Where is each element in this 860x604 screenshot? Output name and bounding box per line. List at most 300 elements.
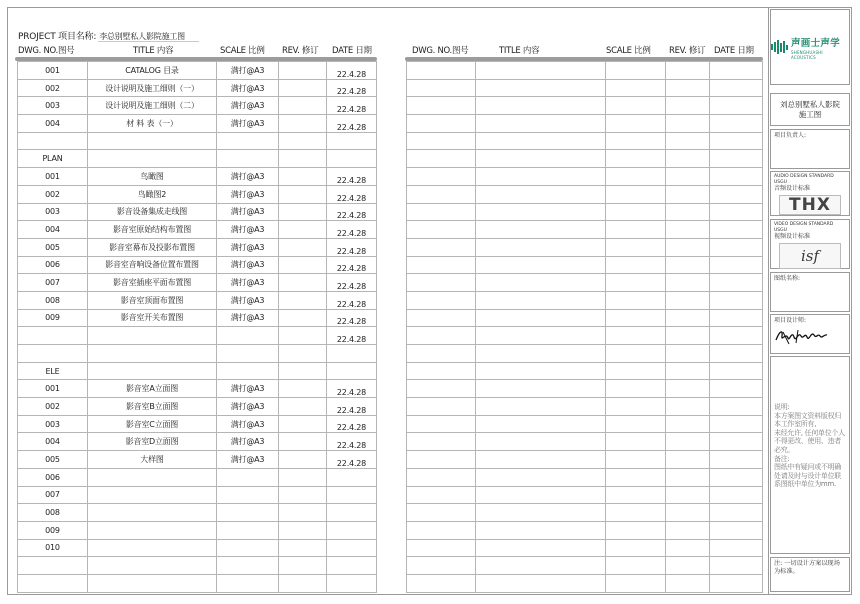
- catalog-table-left: [17, 61, 377, 593]
- cell-date: [710, 574, 763, 592]
- cell-date: 22.4.28: [327, 185, 377, 203]
- cell-scale: [606, 274, 666, 292]
- cell-scale: [606, 291, 666, 309]
- cell-scale: [217, 539, 279, 557]
- cell-no: [407, 504, 476, 522]
- cell-no: [407, 557, 476, 575]
- cell-scale: [606, 574, 666, 592]
- cell-scale: [606, 415, 666, 433]
- cell-title: 影音室插座平面布置图: [88, 274, 217, 292]
- table-row: [407, 468, 763, 486]
- table-row: [407, 115, 763, 133]
- table-row: [407, 256, 763, 274]
- cell-rev: [279, 468, 327, 486]
- project-name-box: [770, 93, 850, 126]
- header-dwg-no-left: DWG. NO.图号: [18, 46, 75, 56]
- cell-rev: [279, 203, 327, 221]
- cell-rev: [666, 79, 710, 97]
- cell-date: [710, 362, 763, 380]
- logo-subtext: SHENGHUASHI ACOUSTICS: [791, 49, 823, 60]
- table-row: [18, 62, 377, 80]
- cell-date: 22.4.28: [327, 256, 377, 274]
- cell-rev: [666, 574, 710, 592]
- cell-scale: 满打@A3: [217, 291, 279, 309]
- cell-no: 004: [18, 115, 88, 133]
- header-dwg-no-right: DWG. NO.图号: [412, 46, 469, 56]
- cell-title: [476, 574, 606, 592]
- cell-scale: 满打@A3: [217, 451, 279, 469]
- cell-scale: 满打@A3: [217, 62, 279, 80]
- cell-scale: 满打@A3: [217, 79, 279, 97]
- cell-scale: [217, 574, 279, 592]
- drawing-name-label: 图纸名称:: [774, 275, 801, 282]
- cell-date: [710, 291, 763, 309]
- cell-date: [327, 132, 377, 150]
- cell-rev: [666, 115, 710, 133]
- cell-title: [476, 486, 606, 504]
- table-row: [407, 238, 763, 256]
- cell-scale: 满打@A3: [217, 168, 279, 186]
- cell-title: [88, 521, 217, 539]
- cell-date: [710, 309, 763, 327]
- project-lead-label: 项目负责人:: [774, 132, 807, 139]
- table-row: [18, 291, 377, 309]
- audio-standard-label-cn: 音频设计标准: [774, 185, 811, 192]
- cell-title: 影音设备集成走线图: [88, 203, 217, 221]
- table-row: [18, 309, 377, 327]
- cell-title: 鸟瞰图2: [88, 185, 217, 203]
- cell-title: [476, 132, 606, 150]
- header-title-left: TITLE 内容: [133, 46, 174, 56]
- footer-note: 注: 一切设计方案以现场为标准。: [774, 560, 840, 575]
- cell-title: [88, 327, 217, 345]
- cell-title: [476, 327, 606, 345]
- cell-scale: [606, 115, 666, 133]
- cell-rev: [666, 309, 710, 327]
- project-name: 李总别墅私人影院施工图: [98, 32, 199, 42]
- cell-scale: [606, 433, 666, 451]
- cell-date: [327, 362, 377, 380]
- cell-no: PLAN: [18, 150, 88, 168]
- cell-rev: [666, 150, 710, 168]
- designer-signature: [774, 326, 830, 346]
- cell-title: [476, 309, 606, 327]
- cell-date: 22.4.28: [327, 238, 377, 256]
- cell-date: [710, 62, 763, 80]
- project-line: [18, 29, 199, 42]
- cell-title: [476, 539, 606, 557]
- cell-no: [407, 274, 476, 292]
- cell-scale: [217, 362, 279, 380]
- cell-rev: [279, 362, 327, 380]
- isf-mark: isf: [800, 247, 820, 265]
- cell-no: [18, 327, 88, 345]
- cell-scale: [606, 97, 666, 115]
- cell-date: [710, 274, 763, 292]
- cell-no: 003: [18, 415, 88, 433]
- cell-date: [710, 132, 763, 150]
- table-row: [18, 256, 377, 274]
- cell-no: [407, 433, 476, 451]
- cell-date: [710, 256, 763, 274]
- cell-rev: [666, 557, 710, 575]
- cell-scale: [606, 380, 666, 398]
- table-row: [18, 168, 377, 186]
- cell-rev: [279, 327, 327, 345]
- cell-title: [476, 168, 606, 186]
- cell-scale: [217, 557, 279, 575]
- cell-title: [88, 150, 217, 168]
- cell-rev: [666, 504, 710, 522]
- cell-date: [710, 486, 763, 504]
- cell-title: 设计说明及施工细则（二）: [88, 97, 217, 115]
- cell-title: [476, 345, 606, 363]
- cell-title: [88, 345, 217, 363]
- cell-no: 010: [18, 539, 88, 557]
- cell-title: [88, 574, 217, 592]
- table-row: [18, 539, 377, 557]
- cell-scale: 满打@A3: [217, 238, 279, 256]
- cell-rev: [666, 274, 710, 292]
- cell-scale: 满打@A3: [217, 203, 279, 221]
- cell-no: [407, 79, 476, 97]
- cell-date: 22.4.28: [327, 380, 377, 398]
- cell-rev: [279, 221, 327, 239]
- cell-no: 001: [18, 380, 88, 398]
- cell-no: 005: [18, 451, 88, 469]
- cell-rev: [666, 203, 710, 221]
- table-row: [407, 486, 763, 504]
- cell-date: 22.4.28: [327, 327, 377, 345]
- notes-text: 说明: 本方案图文资料版权归本工作室所有, 未经允许, 任何单位个人不得更改、使用、违者必究。 备注: 图纸中有疑问或不明确处请及时与设计单位联系图纸中单位为mm.: [774, 403, 845, 489]
- cell-title: 影音室顶面布置图: [88, 291, 217, 309]
- cell-no: 005: [18, 238, 88, 256]
- cell-date: 22.4.28: [327, 415, 377, 433]
- cell-no: [407, 168, 476, 186]
- cell-no: 003: [18, 203, 88, 221]
- video-standard-box: [770, 219, 850, 269]
- table-row: [407, 62, 763, 80]
- cell-rev: [279, 256, 327, 274]
- cell-no: [407, 345, 476, 363]
- cell-rev: [279, 309, 327, 327]
- cell-rev: [666, 345, 710, 363]
- cell-title: [88, 504, 217, 522]
- notes-box: [770, 356, 850, 554]
- cell-date: [710, 345, 763, 363]
- cell-date: [710, 433, 763, 451]
- cell-rev: [279, 521, 327, 539]
- table-row: [18, 468, 377, 486]
- cell-rev: [279, 274, 327, 292]
- cell-no: [407, 521, 476, 539]
- video-standard-label-en: VIDEO DESIGN STANDARD USGU: [774, 222, 834, 233]
- cell-rev: [666, 221, 710, 239]
- cell-rev: [666, 168, 710, 186]
- cell-title: 影音室C立面图: [88, 415, 217, 433]
- cell-scale: [606, 451, 666, 469]
- cell-no: [407, 362, 476, 380]
- table-row: [407, 79, 763, 97]
- cell-scale: 满打@A3: [217, 380, 279, 398]
- cell-no: 002: [18, 79, 88, 97]
- cell-title: [476, 115, 606, 133]
- cell-date: [710, 185, 763, 203]
- cell-rev: [666, 468, 710, 486]
- cell-rev: [666, 398, 710, 416]
- cell-no: [407, 132, 476, 150]
- cell-no: [407, 238, 476, 256]
- table-row: [407, 539, 763, 557]
- cell-rev: [279, 539, 327, 557]
- cell-scale: [606, 539, 666, 557]
- cell-rev: [666, 132, 710, 150]
- cell-rev: [279, 97, 327, 115]
- cell-date: 22.4.28: [327, 62, 377, 80]
- table-row: [18, 557, 377, 575]
- cell-title: CATALOG 目录: [88, 62, 217, 80]
- cell-title: [476, 97, 606, 115]
- cell-no: 007: [18, 486, 88, 504]
- title-block-project-name: 刘总别墅私人影院施工图: [780, 100, 840, 119]
- cell-scale: 满打@A3: [217, 309, 279, 327]
- audio-standard-label-en: AUDIO DESIGN STANDARD USGU: [774, 174, 834, 185]
- cell-no: 009: [18, 521, 88, 539]
- cell-scale: [217, 345, 279, 363]
- cell-rev: [666, 256, 710, 274]
- cell-title: [88, 539, 217, 557]
- designer-label: 项目设计师:: [774, 317, 807, 324]
- cell-date: [327, 150, 377, 168]
- catalog-table-right: [406, 61, 763, 593]
- table-row: [407, 309, 763, 327]
- table-row: [407, 97, 763, 115]
- cell-title: [476, 274, 606, 292]
- brand-logo: [771, 10, 849, 84]
- cell-rev: [279, 451, 327, 469]
- cell-date: [710, 521, 763, 539]
- cell-date: [710, 398, 763, 416]
- cell-rev: [666, 238, 710, 256]
- cell-rev: [279, 557, 327, 575]
- cell-date: [710, 79, 763, 97]
- table-row: [18, 345, 377, 363]
- table-row: [407, 168, 763, 186]
- table-row: [18, 504, 377, 522]
- cell-no: [407, 486, 476, 504]
- thx-mark: THX: [789, 195, 831, 215]
- cell-title: [476, 451, 606, 469]
- cell-rev: [666, 327, 710, 345]
- cell-date: [327, 345, 377, 363]
- cell-date: 22.4.28: [327, 309, 377, 327]
- cell-no: 006: [18, 256, 88, 274]
- cell-date: 22.4.28: [327, 274, 377, 292]
- cell-scale: [606, 221, 666, 239]
- table-row: [407, 504, 763, 522]
- cell-title: [476, 203, 606, 221]
- table-row: [18, 150, 377, 168]
- cell-rev: [279, 380, 327, 398]
- cell-scale: 满打@A3: [217, 415, 279, 433]
- table-row: [18, 221, 377, 239]
- header-date-left: DATE 日期: [332, 46, 372, 56]
- cell-date: [710, 415, 763, 433]
- table-row: [407, 574, 763, 592]
- cell-rev: [279, 345, 327, 363]
- cell-date: 22.4.28: [327, 168, 377, 186]
- video-standard-label-cn: 视频设计标准: [774, 233, 811, 240]
- cell-scale: [606, 150, 666, 168]
- cell-date: 22.4.28: [327, 115, 377, 133]
- cell-no: [407, 150, 476, 168]
- cell-title: [476, 185, 606, 203]
- cell-rev: [279, 398, 327, 416]
- table-row: [407, 380, 763, 398]
- cell-date: 22.4.28: [327, 451, 377, 469]
- cell-scale: [606, 62, 666, 80]
- cell-rev: [666, 539, 710, 557]
- cell-no: 009: [18, 309, 88, 327]
- cell-no: [18, 557, 88, 575]
- cell-scale: [217, 504, 279, 522]
- cell-rev: [279, 185, 327, 203]
- cell-title: [476, 380, 606, 398]
- audio-standard-box: [770, 171, 850, 216]
- table-row: [407, 132, 763, 150]
- cell-scale: [217, 521, 279, 539]
- cell-rev: [279, 150, 327, 168]
- cell-date: [327, 557, 377, 575]
- table-row: [18, 415, 377, 433]
- table-row: [18, 451, 377, 469]
- cell-scale: [606, 256, 666, 274]
- cell-title: 大样图: [88, 451, 217, 469]
- cell-date: [327, 539, 377, 557]
- cell-title: [88, 468, 217, 486]
- cell-scale: 满打@A3: [217, 433, 279, 451]
- logo-text: 声画士声学: [791, 37, 841, 49]
- cell-title: [476, 468, 606, 486]
- cell-date: [710, 539, 763, 557]
- cell-scale: [606, 185, 666, 203]
- cell-no: 008: [18, 291, 88, 309]
- project-label: PROJECT 项目名称:: [18, 32, 97, 42]
- thx-logo: [779, 195, 841, 215]
- header-rev-left: REV. 修订: [282, 46, 319, 56]
- table-row: [407, 521, 763, 539]
- cell-date: [327, 504, 377, 522]
- cell-date: 22.4.28: [327, 291, 377, 309]
- table-row: [407, 185, 763, 203]
- cell-no: 004: [18, 433, 88, 451]
- cell-no: [407, 256, 476, 274]
- cell-title: [476, 291, 606, 309]
- cell-scale: [606, 309, 666, 327]
- header-rev-right: REV. 修订: [669, 46, 706, 56]
- cell-scale: 满打@A3: [217, 221, 279, 239]
- cell-title: 影音室A立面图: [88, 380, 217, 398]
- cell-date: [710, 238, 763, 256]
- cell-date: 22.4.28: [327, 221, 377, 239]
- cell-rev: [666, 185, 710, 203]
- cell-rev: [279, 115, 327, 133]
- table-row: [18, 132, 377, 150]
- cell-title: 影音室原始结构布置图: [88, 221, 217, 239]
- cell-title: 影音室B立面图: [88, 398, 217, 416]
- cell-scale: [606, 345, 666, 363]
- cell-title: [476, 221, 606, 239]
- table-row: [18, 433, 377, 451]
- table-row: [407, 327, 763, 345]
- cell-no: [407, 291, 476, 309]
- cell-scale: 满打@A3: [217, 398, 279, 416]
- cell-date: [710, 168, 763, 186]
- cell-date: [710, 150, 763, 168]
- project-lead-box: [770, 129, 850, 169]
- table-row: [18, 398, 377, 416]
- cell-date: [710, 557, 763, 575]
- cell-scale: [606, 362, 666, 380]
- cell-date: [710, 468, 763, 486]
- cell-rev: [279, 433, 327, 451]
- cell-date: [710, 221, 763, 239]
- cell-title: [88, 132, 217, 150]
- cell-date: 22.4.28: [327, 398, 377, 416]
- cell-title: [476, 521, 606, 539]
- cell-no: [407, 203, 476, 221]
- cell-rev: [279, 291, 327, 309]
- cell-rev: [279, 574, 327, 592]
- cell-rev: [279, 504, 327, 522]
- cell-title: [476, 150, 606, 168]
- cell-date: [327, 521, 377, 539]
- table-row: [407, 274, 763, 292]
- table-row: [18, 327, 377, 345]
- cell-no: [407, 185, 476, 203]
- cell-no: 003: [18, 97, 88, 115]
- cell-no: [18, 574, 88, 592]
- cell-title: [88, 486, 217, 504]
- cell-date: [327, 486, 377, 504]
- table-row: [407, 451, 763, 469]
- cell-rev: [666, 97, 710, 115]
- cell-date: [710, 380, 763, 398]
- cell-rev: [279, 79, 327, 97]
- cell-rev: [666, 451, 710, 469]
- table-row: [18, 274, 377, 292]
- cell-no: [407, 468, 476, 486]
- cell-no: 006: [18, 468, 88, 486]
- cell-scale: [217, 132, 279, 150]
- header-scale-left: SCALE 比例: [220, 46, 265, 56]
- cell-rev: [666, 521, 710, 539]
- cell-no: [407, 62, 476, 80]
- table-row: [18, 362, 377, 380]
- cell-scale: [217, 150, 279, 168]
- cell-scale: [606, 168, 666, 186]
- cell-scale: 满打@A3: [217, 97, 279, 115]
- table-row: [407, 362, 763, 380]
- cell-no: [18, 345, 88, 363]
- cell-title: [88, 362, 217, 380]
- cell-no: [407, 115, 476, 133]
- cell-rev: [666, 362, 710, 380]
- cell-scale: [606, 486, 666, 504]
- cell-scale: [606, 79, 666, 97]
- table-row: [18, 574, 377, 592]
- header-date-right: DATE 日期: [714, 46, 754, 56]
